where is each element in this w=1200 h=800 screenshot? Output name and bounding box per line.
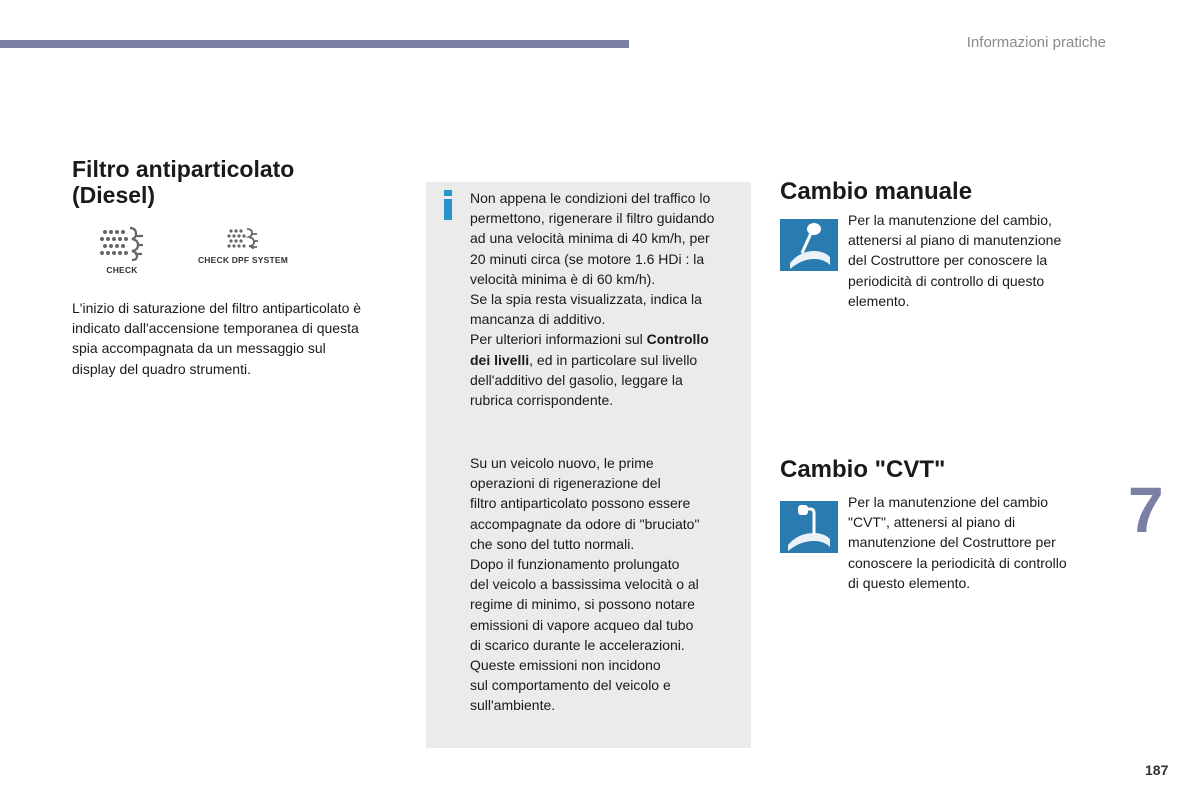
- info-line: che sono del tutto normali.: [470, 535, 635, 552]
- cambio-cvt-paragraph: [848, 492, 1098, 593]
- info-line: di scarico durante le accelerazioni.: [470, 636, 685, 653]
- cvt-line: manutenzione del Costruttore per: [848, 534, 1056, 551]
- cvt-line: Per la manutenzione del cambio: [848, 494, 1049, 510]
- section-label: Informazioni pratiche: [966, 34, 1106, 51]
- info-line: Queste emissioni non incidono: [470, 657, 661, 674]
- check-dpf-system-indicator: [188, 226, 298, 265]
- info-line: accompagnate da odore di "bruciato": [470, 515, 700, 532]
- manuale-line: del Costruttore per conoscere la: [848, 252, 1048, 269]
- automatic-gear-selector-icon: [780, 501, 838, 553]
- cambio-cvt-title: Cambio "CVT": [780, 456, 946, 483]
- info-line: Per ulteriori informazioni sul: [470, 331, 647, 348]
- dpf-warning-icon: [97, 224, 147, 262]
- cambio-manuale-paragraph: [848, 210, 1098, 311]
- cvt-line: di questo elemento.: [848, 574, 971, 591]
- info-line: mancanza di additivo.: [470, 311, 606, 328]
- filtro-line: display del quadro strumenti.: [72, 360, 251, 377]
- info-line: Non appena le condizioni del traffico lo: [470, 190, 711, 206]
- info-line: operazioni di rigenerazione del: [470, 475, 661, 492]
- filtro-line: L'inizio di saturazione del filtro antiparticolato è: [72, 300, 362, 316]
- cvt-line: conoscere la periodicità di controllo: [848, 554, 1067, 571]
- filtro-title-line1: Filtro antiparticolato: [72, 156, 295, 182]
- info-line: permettono, rigenerare il filtro guidando: [470, 210, 715, 227]
- header-accent-bar: [0, 40, 629, 48]
- info-line: filtro antiparticolato possono essere: [470, 495, 691, 512]
- info-line: Su un veicolo nuovo, le prime: [470, 455, 654, 471]
- info-line: Se la spia resta visualizzata, indica la: [470, 291, 702, 308]
- info-line: rubrica corrispondente.: [470, 392, 614, 409]
- info-icon: [440, 190, 456, 220]
- cambio-manuale-title: Cambio manuale: [780, 178, 973, 205]
- controllo-livelli-reference: Controllo: [646, 331, 709, 348]
- info-line: sull'ambiente.: [470, 697, 556, 714]
- info-line: del veicolo a bassissima velocità o al: [470, 576, 699, 593]
- manual-gear-lever-icon: [780, 219, 838, 271]
- filtro-line: indicato dall'accensione temporanea di questa: [72, 320, 359, 337]
- filtro-title: [72, 156, 372, 208]
- info-paragraph-new-vehicle: [470, 453, 742, 716]
- check-warning-indicator: [94, 224, 150, 275]
- chapter-number: 7: [1128, 474, 1164, 546]
- filtro-line: spia accompagnata da un messaggio sul: [72, 340, 326, 357]
- controllo-livelli-reference: dei livelli: [470, 351, 530, 368]
- info-line: dell'additivo del gasolio, leggare la: [470, 371, 683, 388]
- filtro-title-line2: (Diesel): [72, 182, 156, 208]
- dpf-warning-icon: [226, 226, 260, 252]
- info-paragraph-regeneration: [470, 188, 742, 410]
- filtro-paragraph: [72, 298, 402, 379]
- manuale-line: elemento.: [848, 292, 910, 309]
- page-number: 187: [1145, 762, 1169, 778]
- info-line: regime di minimo, si possono notare: [470, 596, 695, 613]
- info-line: ad una velocità minima di 40 km/h, per: [470, 230, 710, 247]
- manuale-line: attenersi al piano di manutenzione: [848, 232, 1062, 249]
- info-line: emissioni di vapore acqueo dal tubo: [470, 616, 694, 633]
- check-caption: CHECK: [106, 265, 138, 275]
- warning-icons: [72, 224, 332, 284]
- info-line: Dopo il funzionamento prolungato: [470, 556, 680, 573]
- check-dpf-system-caption: CHECK DPF SYSTEM: [197, 255, 289, 265]
- info-line: , ed in particolare sul livello: [529, 351, 698, 368]
- info-line: velocità minima è di 60 km/h).: [470, 270, 656, 287]
- manuale-line: periodicità di controllo di questo: [848, 272, 1045, 289]
- info-line: 20 minuti circa (se motore 1.6 HDi : la: [470, 250, 705, 267]
- info-line: sul comportamento del veicolo e: [470, 677, 671, 694]
- cvt-line: "CVT", attenersi al piano di: [848, 514, 1016, 531]
- info-panel: [426, 182, 751, 748]
- manuale-line: Per la manutenzione del cambio,: [848, 212, 1052, 228]
